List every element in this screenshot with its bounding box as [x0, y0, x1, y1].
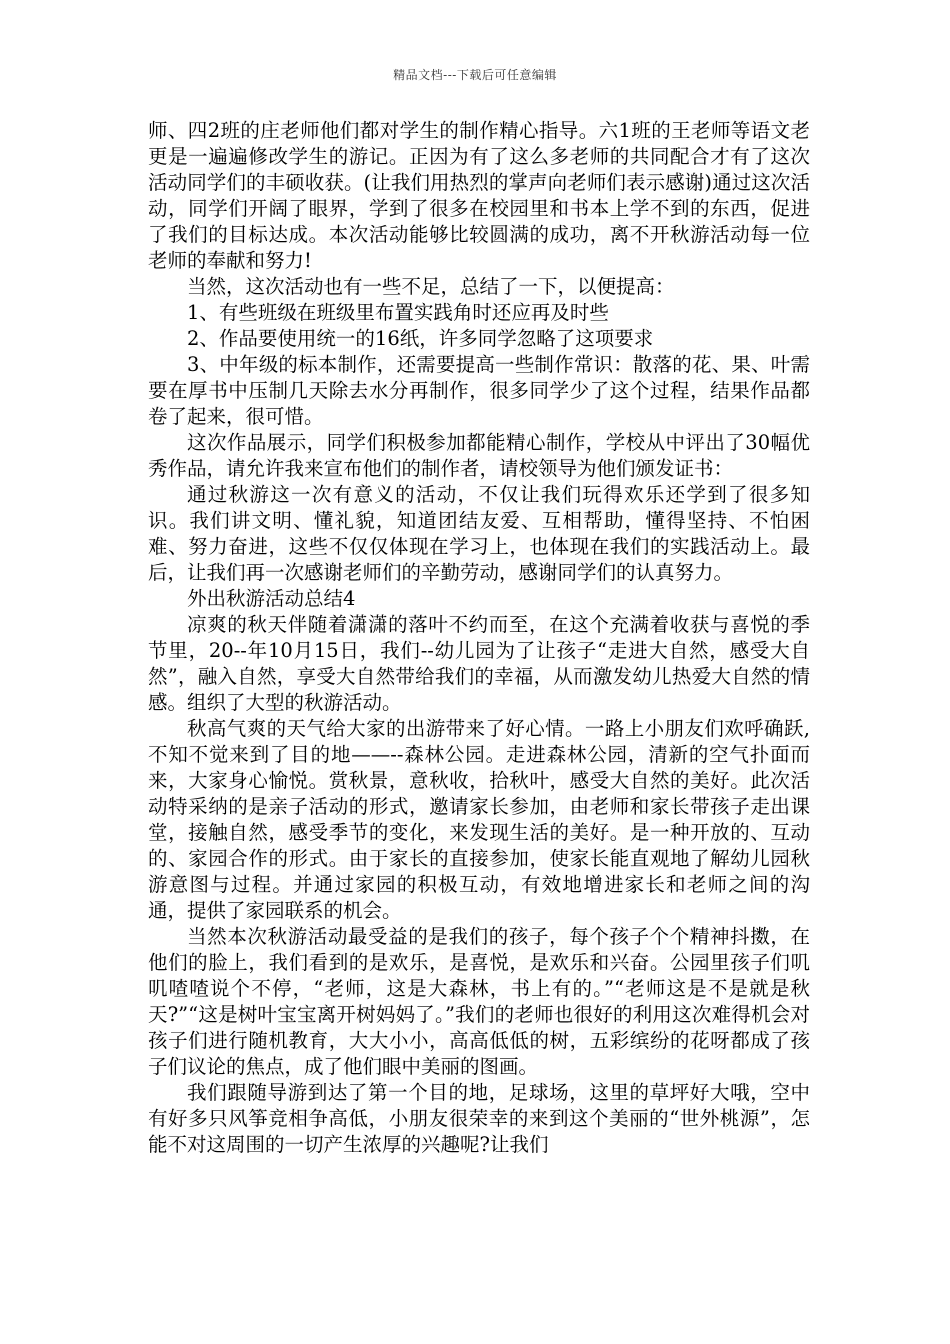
document-body — [148, 118, 810, 1158]
paragraph: 当然本次秋游活动最受益的是我们的孩子，每个孩子个个精神抖擞，在他们的脸上，我们看到的是欢乐，是喜悦，是欢乐和兴奋。公园里孩子们叽叽喳喳说个不停，“老师，这是大森林，书上有的。”“老师这是不是就是秋天?”“这是树叶宝宝离开树妈妈了。”我们的老师也很好的利用这次难得机会对孩子们进行随机教育，大大小小，高高低低的树，五彩缤纷的花呀都成了孩子们议论的焦点，成了他们眼中美丽的图画。 — [148, 925, 810, 1078]
section-title: 外出秋游活动总结4 — [187, 587, 356, 610]
paragraph: 通过秋游这一次有意义的活动，不仅让我们玩得欢乐还学到了很多知识。我们讲文明、懂礼貌，知道团结友爱、互相帮助，懂得坚持、不怕困难、努力奋进，这些不仅仅体现在学习上，也体现在我们的实践活动上。最后，让我们再一次感谢老师们的辛勤劳动，感谢同学们的认真努力。 — [148, 483, 810, 584]
list-item: 1、有些班级在班级里布置实践角时还应再及时些 — [187, 301, 609, 324]
list-item: 2、作品要使用统一的16纸，许多同学忽略了这项要求 — [187, 327, 654, 350]
paragraph: 师、四2班的庄老师他们都对学生的制作精心指导。六1班的王老师等语文老更是一遍遍修改学生的游记。正因为有了这么多老师的共同配合才有了这次活动同学们的丰硕收获。(让我们用热烈的掌声向老师们表示感谢)通过这次活动，同学们开阔了眼界，学到了很多在校园里和书本上学不到的东西，促进了我们的目标达成。本次活动能够比较圆满的成功，离不开秋游活动每一位老师的奉献和努力! — [148, 119, 810, 272]
paragraph: 我们跟随导游到达了第一个目的地，足球场，这里的草坪好大哦，空中有好多只风筝竞相争高低，小朋友很荣幸的来到这个美丽的“世外桃源”，怎能不对这周围的一切产生浓厚的兴趣呢?让我们 — [148, 1081, 810, 1156]
paragraph: 当然，这次活动也有一些不足，总结了一下，以便提高： — [187, 275, 675, 298]
paragraph: 凉爽的秋天伴随着潇潇的落叶不约而至，在这个充满着收获与喜悦的季节里，20--年10月15日，我们--幼儿园为了让孩子“走进大自然，感受大自然”，融入自然，享受大自然带给我们的幸福，从而激发幼儿热爱大自然的情感。组织了大型的秋游活动。 — [148, 613, 810, 714]
paragraph: 这次作品展示，同学们积极参加都能精心制作，学校从中评出了30幅优秀作品，请允许我来宣布他们的制作者，请校领导为他们颁发证书： — [148, 431, 810, 480]
paragraph: 秋高气爽的天气给大家的出游带来了好心情。一路上小朋友们欢呼确跃,不知不觉来到了目的地——--森林公园。走进森林公园，清新的空气扑面而来，大家身心愉悦。赏秋景，意秋收，拾秋叶，感受大自然的美好。此次活动特采纳的是亲子活动的形式，邀请家长参加，由老师和家长带孩子走出课堂，接触自然，感受季节的变化，来发现生活的美好。是一种开放的、互动的、家园合作的形式。由于家长的直接参加，使家长能直观地了解幼儿园秋游意图与过程。并通过家园的积极互动，有效地增进家长和老师之间的沟通，提供了家园联系的机会。 — [148, 717, 810, 922]
list-item: 3、中年级的标本制作，还需要提高一些制作常识：散落的花、果、叶需要在厚书中压制几天除去水分再制作，很多同学少了这个过程，结果作品都卷了起来，很可惜。 — [148, 353, 810, 428]
page-header: 精品文档---下载后可任意编辑 — [393, 68, 557, 82]
